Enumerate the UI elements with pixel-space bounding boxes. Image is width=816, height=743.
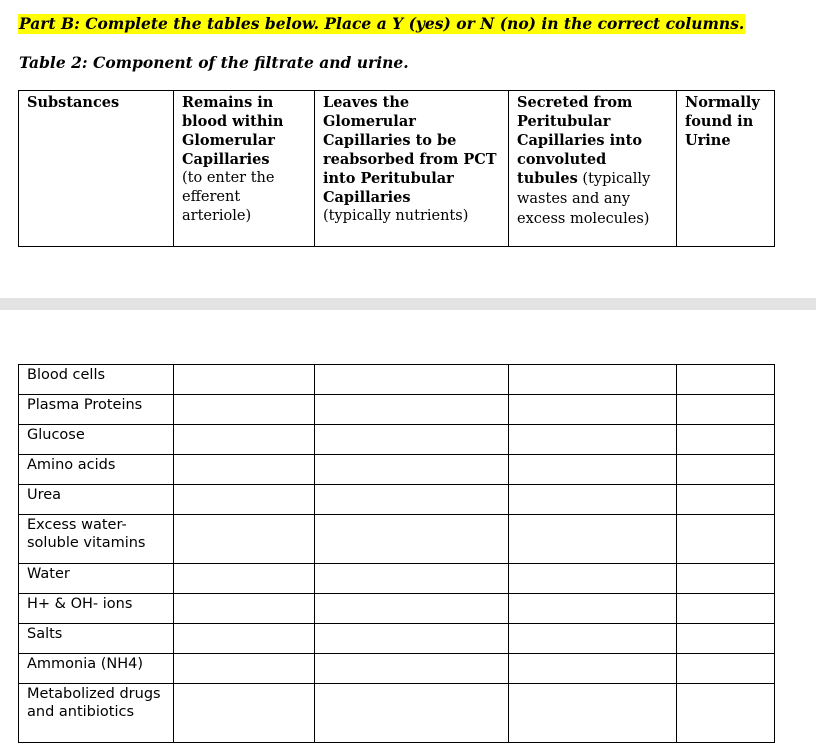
substance-label: H+ & OH- ions bbox=[19, 594, 174, 624]
normally-found-cell[interactable] bbox=[677, 395, 775, 425]
instruction-text: Part B: Complete the tables below. Place a Y (yes) or N (no) in the correct columns. bbox=[19, 14, 745, 33]
table-row bbox=[19, 654, 775, 684]
substance-label: Plasma Proteins bbox=[19, 395, 174, 425]
substance-label: Blood cells bbox=[19, 365, 174, 395]
leaves-glomerular-cell[interactable] bbox=[315, 564, 509, 594]
normally-found-cell[interactable] bbox=[677, 594, 775, 624]
leaves-glomerular-cell[interactable] bbox=[315, 455, 509, 485]
remains-in-blood-cell[interactable] bbox=[174, 365, 315, 395]
normally-found-cell[interactable] bbox=[677, 485, 775, 515]
header-leaves-glomerular: Leaves the Glomerular Capillaries to be reabsorbed from PCT into Peritubular Capillaries (typically nutrients) bbox=[315, 91, 509, 247]
secreted-cell[interactable] bbox=[509, 365, 677, 395]
substance-label: Excess water-soluble vitamins bbox=[19, 515, 174, 564]
normally-found-cell[interactable] bbox=[677, 564, 775, 594]
leaves-glomerular-cell[interactable] bbox=[315, 654, 509, 684]
secreted-cell[interactable] bbox=[509, 395, 677, 425]
normally-found-cell[interactable] bbox=[677, 624, 775, 654]
substance-label: Salts bbox=[19, 624, 174, 654]
secreted-cell[interactable] bbox=[509, 624, 677, 654]
leaves-glomerular-cell[interactable] bbox=[315, 515, 509, 564]
substance-label: Urea bbox=[19, 485, 174, 515]
header-secreted: Secreted from Peritubular Capillaries into convoluted tubules (typically wastes and any excess molecules) bbox=[509, 91, 677, 247]
normally-found-cell[interactable] bbox=[677, 515, 775, 564]
table-row bbox=[19, 485, 775, 515]
leaves-glomerular-cell[interactable] bbox=[315, 395, 509, 425]
leaves-glomerular-cell[interactable] bbox=[315, 425, 509, 455]
secreted-cell[interactable] bbox=[509, 564, 677, 594]
secreted-cell[interactable] bbox=[509, 684, 677, 743]
remains-in-blood-cell[interactable] bbox=[174, 395, 315, 425]
remains-in-blood-cell[interactable] bbox=[174, 684, 315, 743]
header-table bbox=[18, 90, 775, 247]
secreted-cell[interactable] bbox=[509, 515, 677, 564]
normally-found-cell[interactable] bbox=[677, 684, 775, 743]
remains-in-blood-cell[interactable] bbox=[174, 455, 315, 485]
normally-found-cell[interactable] bbox=[677, 654, 775, 684]
table-row bbox=[19, 564, 775, 594]
header-substances: Substances bbox=[19, 91, 174, 247]
header-normally-found: Normally found in Urine bbox=[677, 91, 775, 247]
remains-in-blood-cell[interactable] bbox=[174, 564, 315, 594]
substance-label: Amino acids bbox=[19, 455, 174, 485]
table-row bbox=[19, 594, 775, 624]
page-break bbox=[0, 298, 816, 310]
table-row bbox=[19, 425, 775, 455]
remains-in-blood-cell[interactable] bbox=[174, 515, 315, 564]
table-row bbox=[19, 455, 775, 485]
table-row bbox=[19, 395, 775, 425]
header-row bbox=[19, 91, 775, 247]
normally-found-cell[interactable] bbox=[677, 425, 775, 455]
normally-found-cell[interactable] bbox=[677, 365, 775, 395]
leaves-glomerular-cell[interactable] bbox=[315, 365, 509, 395]
substance-label: Ammonia (NH4) bbox=[19, 654, 174, 684]
table-row bbox=[19, 365, 775, 395]
secreted-cell[interactable] bbox=[509, 425, 677, 455]
table-row bbox=[19, 515, 775, 564]
remains-in-blood-cell[interactable] bbox=[174, 624, 315, 654]
leaves-glomerular-cell[interactable] bbox=[315, 624, 509, 654]
remains-in-blood-cell[interactable] bbox=[174, 594, 315, 624]
substance-label: Metabolized drugs and antibiotics bbox=[19, 684, 174, 743]
remains-in-blood-cell[interactable] bbox=[174, 425, 315, 455]
secreted-cell[interactable] bbox=[509, 455, 677, 485]
leaves-glomerular-cell[interactable] bbox=[315, 485, 509, 515]
secreted-cell[interactable] bbox=[509, 654, 677, 684]
secreted-cell[interactable] bbox=[509, 485, 677, 515]
substances-table bbox=[18, 364, 775, 743]
remains-in-blood-cell[interactable] bbox=[174, 485, 315, 515]
leaves-glomerular-cell[interactable] bbox=[315, 594, 509, 624]
table-caption: Table 2: Component of the filtrate and urine. bbox=[19, 53, 409, 72]
substance-label: Water bbox=[19, 564, 174, 594]
normally-found-cell[interactable] bbox=[677, 455, 775, 485]
secreted-cell[interactable] bbox=[509, 594, 677, 624]
substance-label: Glucose bbox=[19, 425, 174, 455]
header-remains-in-blood: Remains in blood within Glomerular Capillaries (to enter the efferent arteriole) bbox=[174, 91, 315, 247]
table-row bbox=[19, 684, 775, 743]
leaves-glomerular-cell[interactable] bbox=[315, 684, 509, 743]
remains-in-blood-cell[interactable] bbox=[174, 654, 315, 684]
table-row bbox=[19, 624, 775, 654]
